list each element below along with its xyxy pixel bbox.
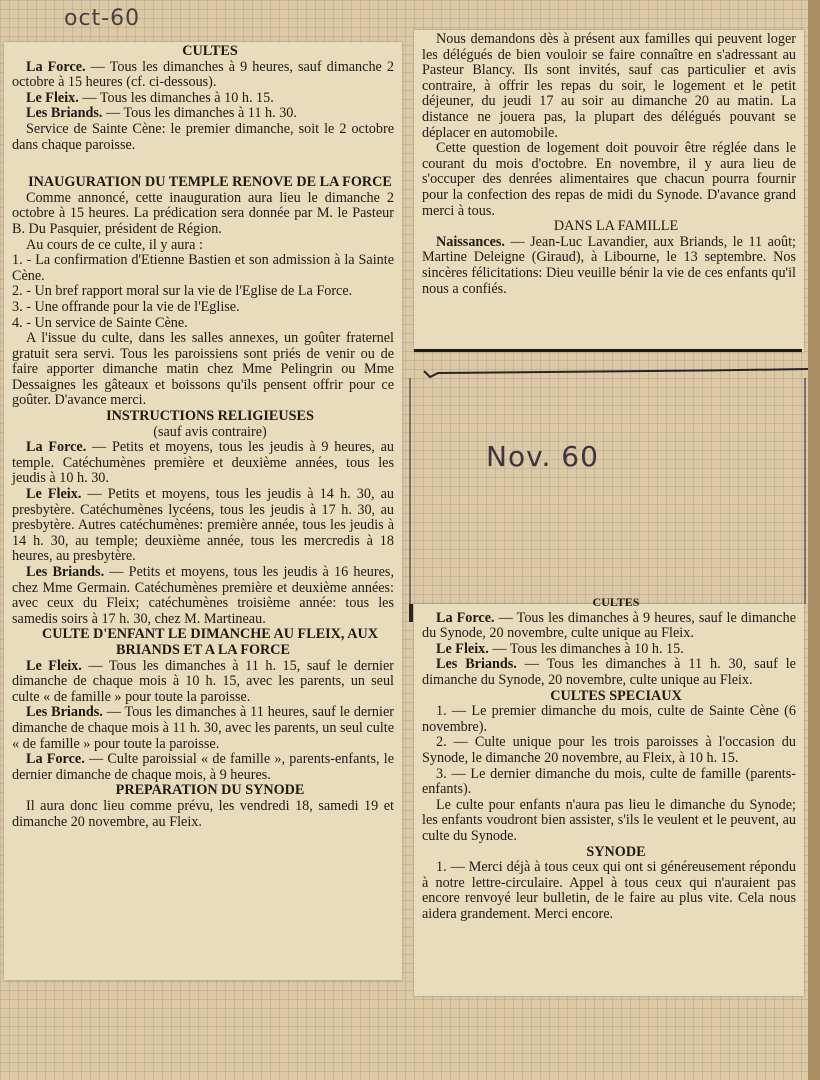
culte-enfant-heading: CULTE D'ENFANT LE DIMANCHE AU FLEIX, AUX BRIANDS ET A LA FORCE bbox=[42, 626, 378, 658]
right-top-clipping bbox=[414, 30, 804, 352]
nov-culte-la-force: La Force. — Tous les dimanches à 9 heures, sauf le dimanche du Synode, 20 novembre, culte unique au Fleix. bbox=[422, 609, 796, 642]
sainte-cene-note: Service de Sainte Cène: le premier dimanche, soit le 2 octobre dans chaque paroisse. bbox=[12, 120, 394, 153]
instructions-subheading: (sauf avis contraire) bbox=[153, 423, 267, 440]
enfant-les-briands: Les Briands. — Tous les dimanches à 11 heures, sauf le dernier dimanche de chaque mois à 11 h. 30, avec les parents, un seul culte « de famille » pour toute la paroisse. bbox=[12, 704, 394, 752]
instruction-le-fleix: Le Fleix. — Petits et moyens, tous les jeudis à 14 h. 30, au presbytère. Catéchumènes lycéens, tous les jeudis à 17 h. 30, au presbytère. Autres catéchumènes: première année, tous les jeudis à 14 h. 30, au temple; deuxième année, tous les mercredis à 18 heures, au presbytère. bbox=[12, 486, 394, 565]
synode-merci-paragraph: 1. — Merci déjà à tous ceux qui ont si généreusement répondu à notre lettre-circulaire. Appel à tous ceux qui n'auraient pas encore renvoyé leur bulletin, de le faire au plus vite. Cela nous aidera grandement. Merci encore. bbox=[422, 859, 796, 922]
culte-la-force: La Force. — Tous les dimanches à 9 heures, sauf dimanche 2 octobre à 15 heures (cf. ci-dessous). bbox=[12, 58, 395, 91]
clipping-underline bbox=[414, 349, 802, 352]
enfant-la-force: La Force. — Culte paroissial « de famille », parents-enfants, le dernier dimanche de chaque mois, à 9 heures. bbox=[12, 751, 394, 783]
inauguration-paragraph-2: Au cours de ce culte, il y aura : bbox=[26, 236, 203, 253]
naissances-paragraph: Naissances. — Jean-Luc Lavandier, aux Briands, le 11 août; Martine Deleigne (Giraud), à Libourne, le 13 septembre. Nos sincères félicitations: Dieu veuille bénir la vie de ces enfants qu'il nous a confiés. bbox=[422, 233, 796, 297]
handwritten-date-middle: Nov. 60 bbox=[486, 440, 599, 473]
inauguration-heading: INAUGURATION DU TEMPLE RENOVE DE LA FORCE bbox=[28, 174, 392, 191]
culte-special-item: 3. — Le dernier dimanche du mois, culte de famille (parents-enfants). bbox=[422, 765, 796, 798]
handwritten-date-top: oct-60 bbox=[64, 6, 141, 31]
synode-heading: SYNODE bbox=[586, 843, 646, 860]
culte-enfants-paragraph: Le culte pour enfants n'aura pas lieu le dimanche du Synode; les enfants voudront bien assister, s'ils le veulent et le peuvent, au culte du Synode. bbox=[422, 796, 796, 844]
inauguration-item: 4. - Un service de Sainte Cène. bbox=[12, 314, 188, 331]
synode-preparation-paragraph: Il aura donc lieu comme prévu, les vendredi 18, samedi 19 et dimanche 20 novembre, au Fleix. bbox=[12, 797, 394, 830]
right-bottom-clipping bbox=[414, 595, 804, 996]
instruction-la-force: La Force. — Petits et moyens, tous les jeudis à 9 heures, au temple. Catéchumènes première et deuxième années, tous les jeudis à 10 h. 30. bbox=[12, 439, 394, 487]
culte-special-item: 1. — Le premier dimanche du mois, culte de Sainte Cène (6 novembre). bbox=[422, 703, 796, 735]
inauguration-paragraph-1: Comme annoncé, cette inauguration aura lieu le dimanche 2 octobre à 15 heures. La prédication sera donnée par M. le Pasteur B. Du Pasquier, président de Région. bbox=[12, 189, 394, 237]
culte-special-item: 2. — Culte unique pour les trois paroisses à l'occasion du Synode, le dimanche 20 novembre, au Fleix, à 10 h. 15. bbox=[422, 734, 796, 766]
denrees-paragraph: Cette question de logement doit pouvoir être réglée dans le courant du mois d'octobre. En novembre, il y aura lieu de s'occuper des denrées alimentaires que chacun pourra fournir pour la confection des repas de midi du Synode. D'avance grand merci à tous. bbox=[422, 140, 796, 219]
margin-tick bbox=[409, 604, 413, 622]
bracket-lines bbox=[420, 365, 812, 615]
cultes-speciaux-heading: CULTES SPECIAUX bbox=[550, 687, 682, 704]
margin-line-left bbox=[409, 378, 411, 604]
synode-preparation-heading: PREPARATION DU SYNODE bbox=[115, 782, 305, 799]
cultes-cut-heading: CULTES bbox=[592, 595, 640, 609]
enfant-le-fleix: Le Fleix. — Tous les dimanches à 11 h. 15, sauf le dernier dimanche de chaque mois à 10 h. 15, avec les parents, un seul culte « de famille » pour toute la paroisse. bbox=[12, 657, 394, 705]
inauguration-item: 3. - Une offrande pour la vie de l'Eglise. bbox=[12, 298, 240, 315]
nov-culte-le-fleix: Le Fleix. — Tous les dimanches à 10 h. 15. bbox=[436, 640, 684, 657]
nov-culte-les-briands: Les Briands. — Tous les dimanches à 11 h. 30, sauf le dimanche du Synode, 20 novembre, culte unique au Fleix. bbox=[422, 656, 796, 688]
margin-line-right bbox=[804, 378, 806, 604]
logement-paragraph: Nous demandons dès à présent aux familles qui peuvent loger les délégués de bien vouloir se faire connaître en s'adressant au Pasteur Blancy. Ils sont invités, sauf cas particulier et avis contraire, à offrir les repas du soir, le logement et le petit déjeuner, du jeudi 17 au soir au dimanche 20 au matin. La distance ne jouera pas, la plupart des délégués pouvant se déplacer en automobile. bbox=[422, 31, 796, 141]
culte-les-briands: Les Briands. — Tous les dimanches à 11 h. 30. bbox=[26, 105, 297, 122]
famille-heading: DANS LA FAMILLE bbox=[553, 218, 679, 235]
cultes-heading: CULTES bbox=[182, 43, 238, 59]
inauguration-item: 2. - Un bref rapport moral sur la vie de l'Eglise de La Force. bbox=[12, 283, 353, 300]
inauguration-item: 1. - La confirmation d'Etienne Bastien et son admission à la Sainte Cène. bbox=[12, 252, 394, 284]
inauguration-paragraph-3: A l'issue du culte, dans les salles annexes, un goûter fraternel gratuit sera servi. Tous les paroissiens sont priés de venir ou de faire apporter dimanche matin chez Mme Pelingrin ou Mme Dessaignes les gâteaux et boissons qu'ils pensent offrir pour ce goûter. D'avance merci. bbox=[12, 330, 394, 409]
left-clipping bbox=[4, 42, 402, 980]
instructions-heading: INSTRUCTIONS RELIGIEUSES bbox=[106, 408, 314, 425]
culte-le-fleix: Le Fleix. — Tous les dimanches à 10 h. 15. bbox=[26, 89, 274, 106]
instruction-les-briands: Les Briands. — Petits et moyens, tous les jeudis à 16 heures, chez Mme Germain. Catéchumènes première et deuxième années: avec ceux du Fleix; catéchumènes troisième année: tous les samedis soirs à 17 h. 30, chez M. Martineau. bbox=[12, 564, 394, 627]
